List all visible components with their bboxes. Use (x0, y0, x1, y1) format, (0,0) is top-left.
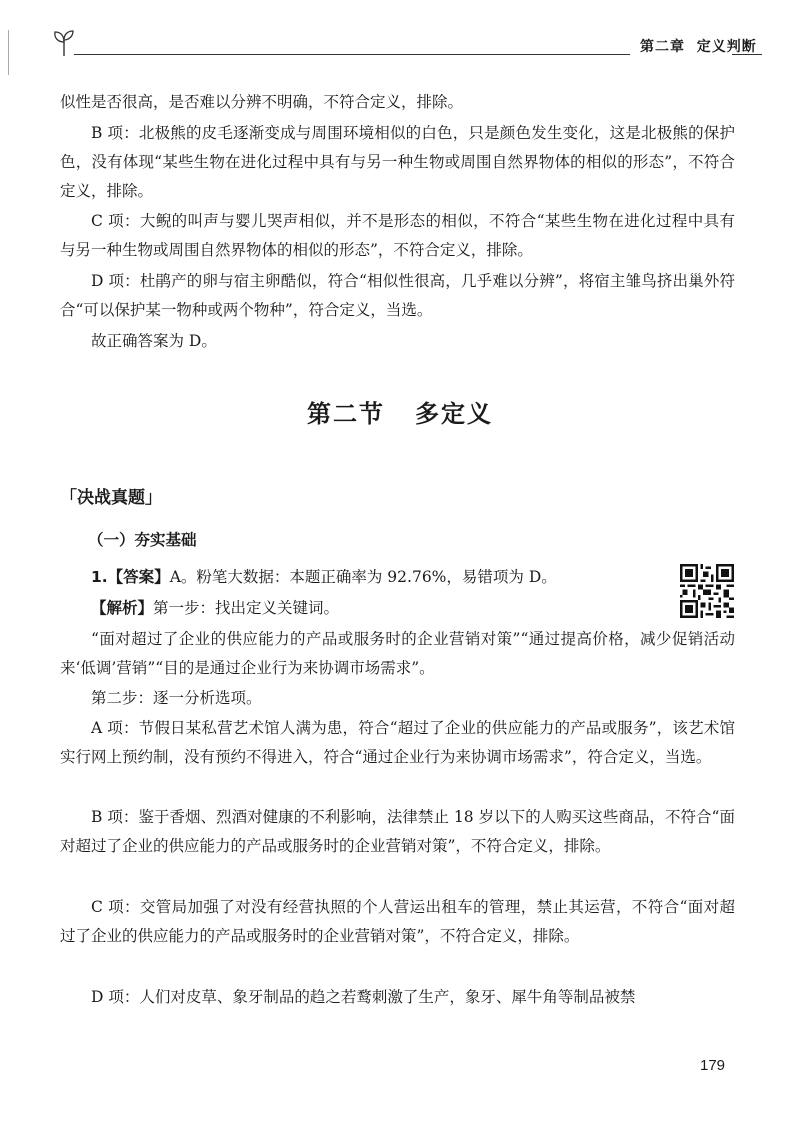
paragraph-step2: 第二步：逐一分析选项。 (91, 689, 262, 707)
section-title-number: 第二节 (307, 400, 385, 428)
analysis-label: 【解析】 (91, 599, 154, 617)
paragraph-analysis-d: D 项：人们对皮草、象牙制品的趋之若鹜刺激了生产，象牙、犀牛角等制品被禁 (91, 988, 636, 1006)
header-rule-tail (732, 54, 762, 55)
header-section: 定义判断 (696, 39, 757, 55)
page-edge-mark (8, 30, 9, 75)
section-title-text: 多定义 (415, 400, 493, 428)
answer-label: 1.【答案】 (91, 568, 170, 586)
paragraph-option-d: D 项：杜鹃产的卵与宿主卵酷似，符合“相似性很高，几乎难以分辨”，将宿主雏鸟挤出巢外符合“可以保护某一物种或两个物种”，符合定义，当选。 (60, 272, 735, 319)
answer-line (60, 563, 670, 592)
paragraph-keywords: “面对超过了企业的供应能力的产品或服务时的企业营销对策”“通过提高价格，减少促销活动来‘低调’营销”“目的是通过企业行为来协调市场需求”。 (60, 630, 735, 677)
running-header (52, 28, 762, 64)
header-rule (74, 54, 630, 55)
qr-code[interactable] (680, 564, 734, 618)
sprout-icon (52, 28, 76, 58)
sub-heading-level2: （一）夯实基础 (88, 531, 197, 549)
page-number: 179 (700, 1057, 726, 1074)
paragraph-analysis-b: B 项：鉴于香烟、烈酒对健康的不利影响，法律禁止 18 岁以下的人购买这些商品，不符合“面对超过了企业的供应能力的产品或服务时的企业营销对策”，不符合定义，排除。 (60, 808, 735, 855)
header-chapter: 第二章 (640, 39, 685, 55)
paragraph-option-c: C 项：大鲵的叫声与婴儿哭声相似，并不是形态的相似，不符合“某些生物在进化过程中具有与另一种生物或周围自然界物体的相似的形态”，不符合定义，排除。 (60, 212, 735, 259)
answer-text: A。粉笔大数据：本题正确率为 92.76%，易错项为 D。 (169, 568, 557, 586)
paragraph-analysis-c: C 项：交管局加强了对没有经营执照的个人营运出租车的管理，禁止其运营，不符合“面对超过了企业的供应能力的产品或服务时的企业营销对策”，不符合定义，排除。 (60, 898, 735, 945)
analysis-text: 第一步：找出定义关键词。 (153, 599, 340, 617)
analysis-line (60, 594, 670, 623)
sub-heading: 「决战真题」 (60, 488, 162, 508)
header-title (640, 36, 757, 56)
section-title (0, 394, 800, 429)
paragraph-conclusion: 故正确答案为 D。 (91, 332, 217, 350)
paragraph-option-b: B 项：北极熊的皮毛逐渐变成与周围环境相似的白色，只是颜色发生变化，这是北极熊的保护色，没有体现“某些生物在进化过程中具有与另一种生物或周围自然界物体的相似的形态”，不符合定义，排除。 (60, 124, 735, 200)
paragraph-continued: 似性是否很高，是否难以分辨不明确，不符合定义，排除。 (60, 93, 464, 111)
paragraph-analysis-a: A 项：节假日某私营艺术馆人满为患，符合“超过了企业的供应能力的产品或服务”，该艺术馆实行网上预约制，没有预约不得进入，符合“通过企业行为来协调市场需求”，符合定义，当选。 (60, 719, 735, 766)
